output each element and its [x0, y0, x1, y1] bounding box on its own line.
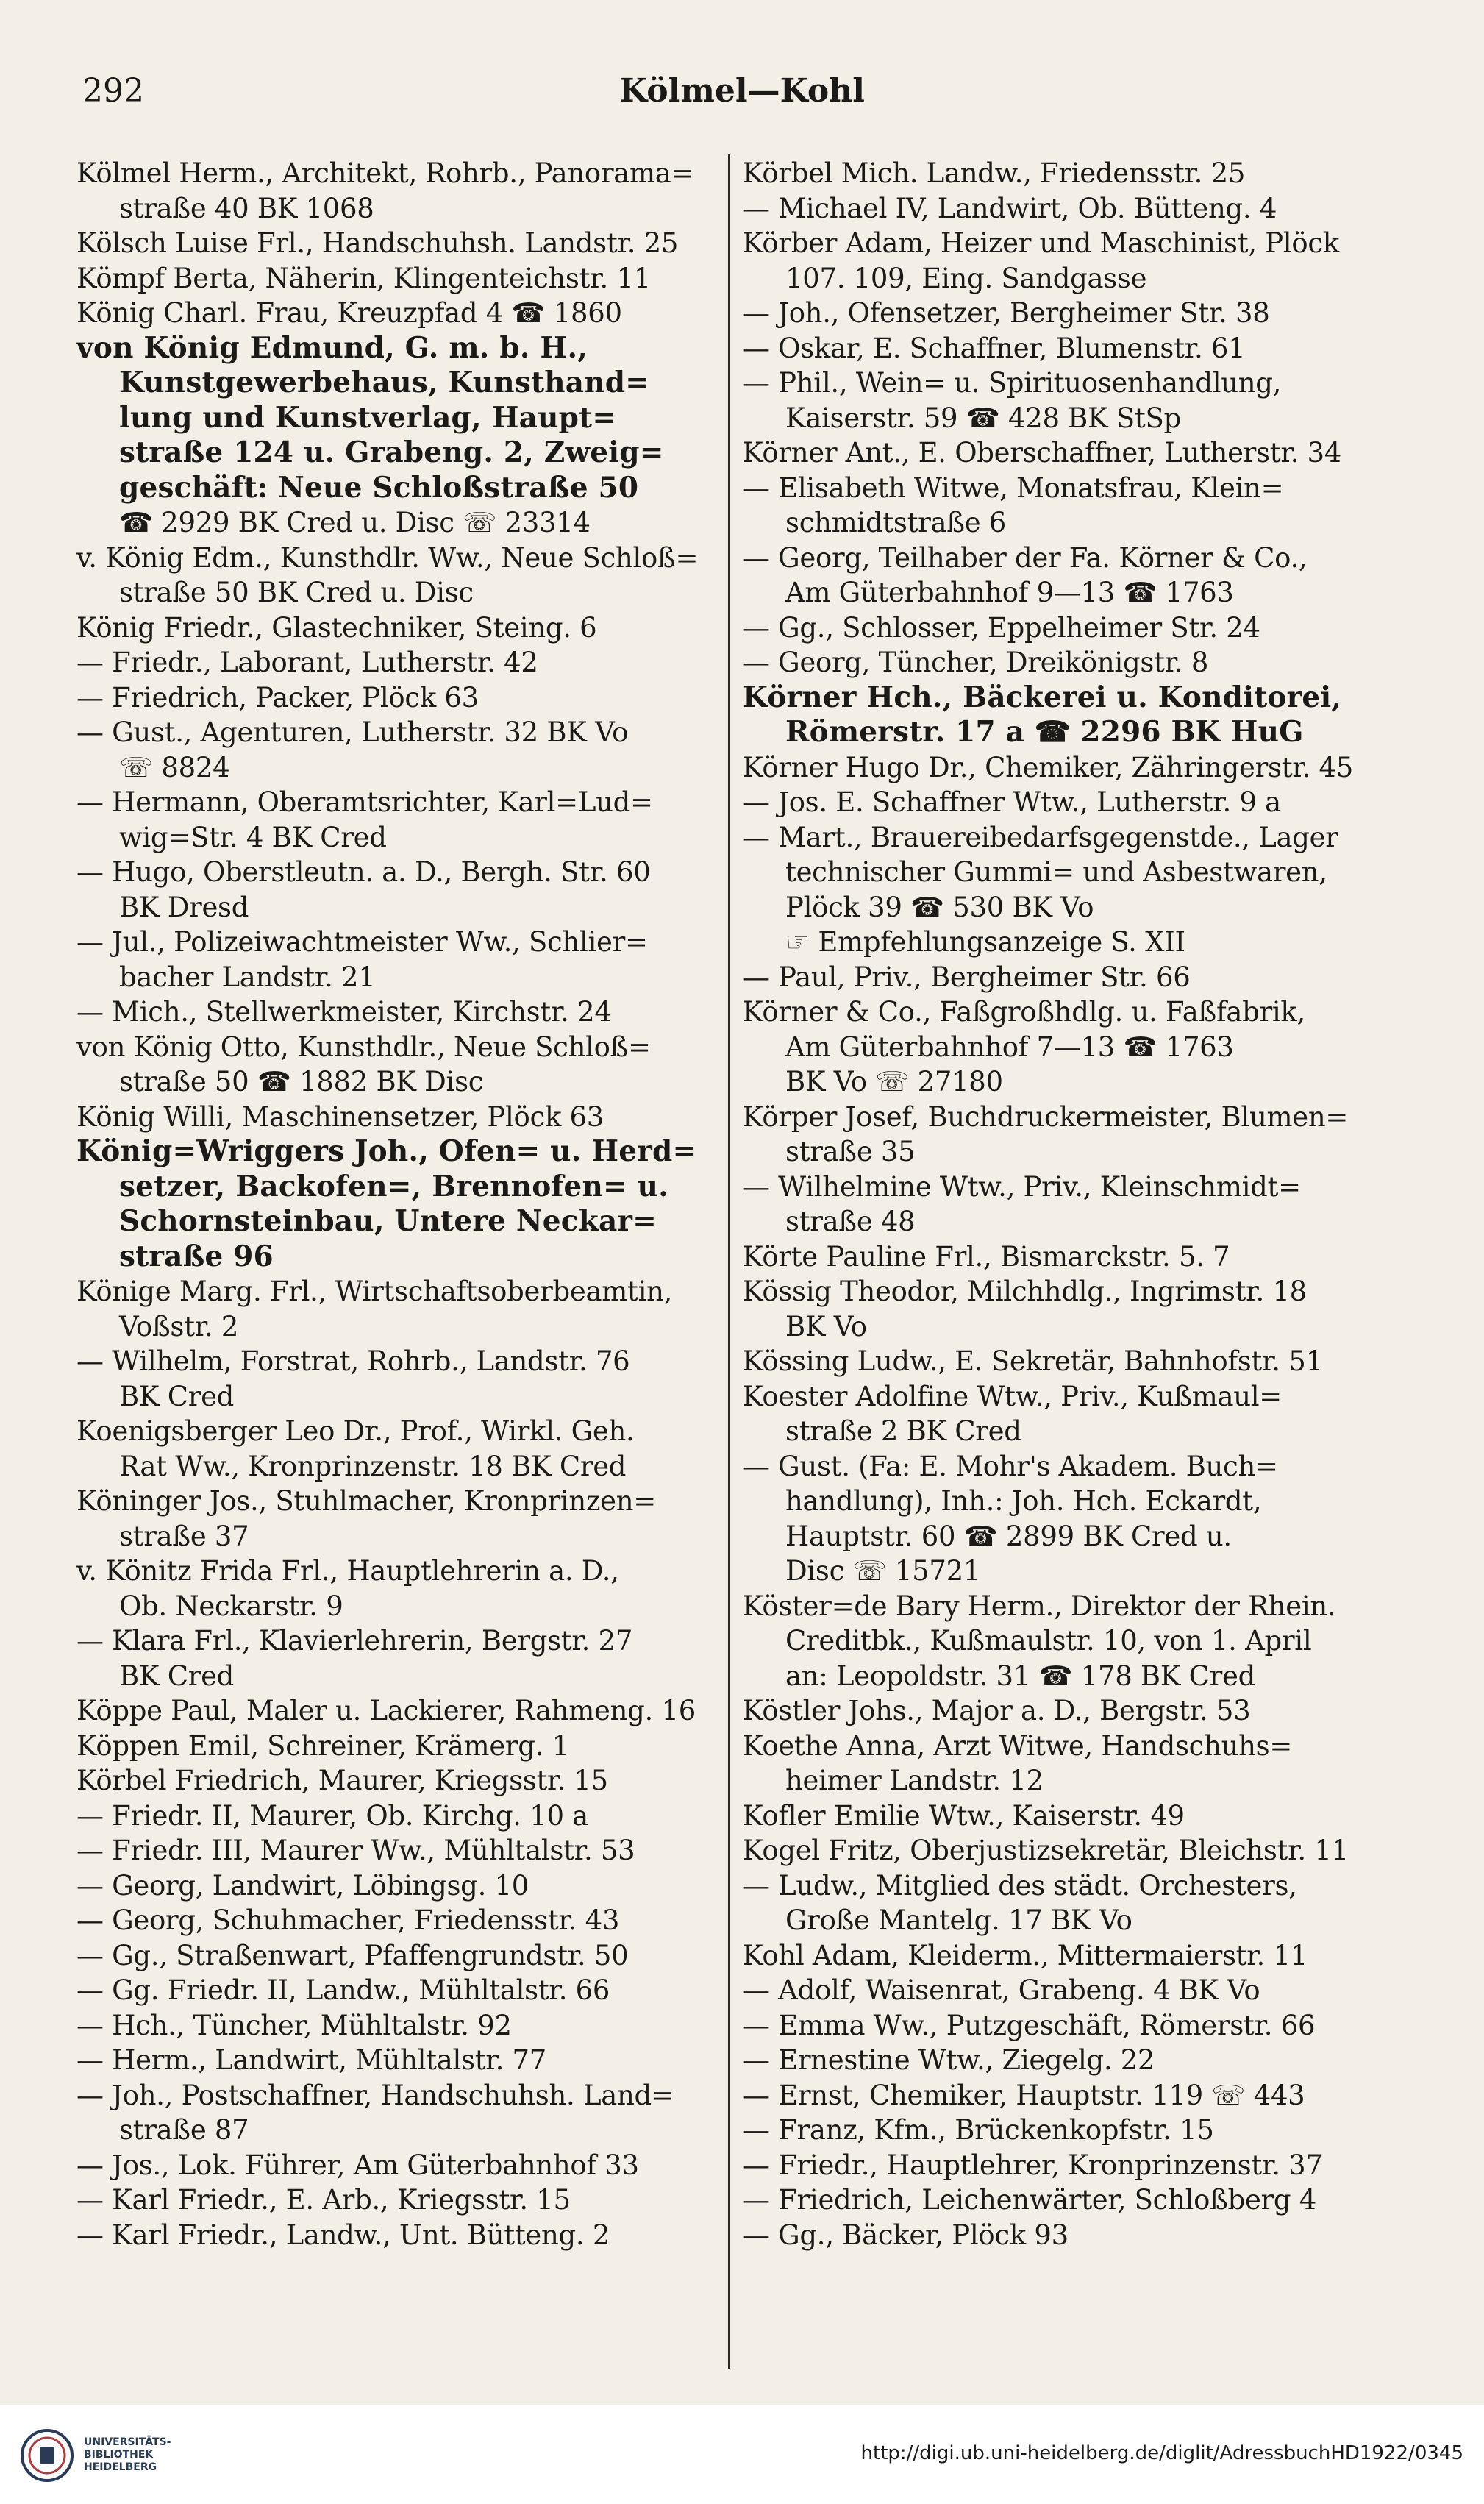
directory-entry-line: v. König Edm., Kunsthdlr. Ww., Neue Schloß= [76, 541, 699, 574]
directory-entry-line: Körner Hch., Bäckerei u. Konditorei, [743, 680, 1342, 714]
directory-entry-line: straße 2 BK Cred [785, 1415, 1021, 1447]
directory-entry-line: Kogel Fritz, Oberjustizsekretär, Bleichstr. 11 [743, 1835, 1349, 1866]
right-column [743, 156, 1383, 2252]
directory-entry-line: Kölsch Luise Frl., Handschuhsh. Landstr. 25 [76, 227, 679, 259]
directory-entry-line: — Jul., Polizeiwachtmeister Ww., Schlier= [76, 926, 648, 958]
directory-entry-line: — Emma Ww., Putzgeschäft, Römerstr. 66 [743, 2009, 1316, 2041]
directory-entry-line: — Karl Friedr., Landw., Unt. Bütteng. 2 [76, 2219, 610, 2251]
directory-entry-line: straße 50 ☎ 1882 BK Disc [119, 1066, 484, 1098]
directory-entry-line: Körbel Mich. Landw., Friedensstr. 25 [743, 157, 1246, 189]
directory-entry-line: straße 37 [119, 1520, 249, 1552]
directory-entry-line: heimer Landstr. 12 [785, 1765, 1044, 1796]
directory-entry-line: von König Edmund, G. m. b. H., [76, 330, 588, 365]
directory-entry-line: — Mich., Stellwerkmeister, Kirchstr. 24 [76, 996, 612, 1028]
source-url-link[interactable]: http://digi.ub.uni-heidelberg.de/diglit/AdressbuchHD1922/0345 [860, 2442, 1463, 2464]
footer-bar [0, 2405, 1484, 2504]
directory-entry-line: straße 35 [785, 1136, 916, 1167]
column-divider [728, 154, 730, 2369]
directory-entry-line: Köstler Johs., Major a. D., Bergstr. 53 [743, 1695, 1251, 1726]
directory-entry-line: — Karl Friedr., E. Arb., Kriegsstr. 15 [76, 2184, 571, 2216]
directory-entry-line: — Hch., Tüncher, Mühltalstr. 92 [76, 2009, 512, 2041]
library-name-line: BIBLIOTHEK [84, 2449, 154, 2461]
directory-entry-line: Ob. Neckarstr. 9 [119, 1590, 343, 1622]
directory-entry-line: — Gust. (Fa: E. Mohr's Akadem. Buch= [743, 1450, 1278, 1482]
directory-entry-line: Hauptstr. 60 ☎ 2899 BK Cred u. [785, 1520, 1232, 1552]
directory-entry-line: König=Wriggers Joh., Ofen= u. Herd= [76, 1134, 697, 1168]
directory-entry-line: Koester Adolfine Wtw., Priv., Kußmaul= [743, 1380, 1283, 1412]
directory-entry-line: straße 50 BK Cred u. Disc [119, 577, 474, 608]
directory-entry-line: technischer Gummi= und Asbestwaren, [785, 856, 1327, 888]
directory-entry-line: Kofler Emilie Wtw., Kaiserstr. 49 [743, 1799, 1185, 1832]
directory-entry-line: — Georg, Teilhaber der Fa. Körner & Co., [743, 541, 1308, 574]
directory-entry-line: — Ernst, Chemiker, Hauptstr. 119 ☏ 443 [743, 2079, 1305, 2111]
directory-entry-line: — Hermann, Oberamtsrichter, Karl=Lud= [76, 786, 653, 818]
directory-entry-line: — Ernestine Wtw., Ziegelg. 22 [743, 2044, 1155, 2076]
directory-entry-line: — Georg, Landwirt, Löbingsg. 10 [76, 1869, 529, 1902]
directory-entry-line: schmidtstraße 6 [785, 507, 1007, 538]
directory-entry-line: — Gg., Straßenwart, Pfaffengrundstr. 50 [76, 1939, 629, 1971]
directory-entry-line: Könige Marg. Frl., Wirtschaftsoberbeamtin, [76, 1276, 673, 1307]
directory-entry-line: Am Güterbahnhof 9—13 ☎ 1763 [785, 577, 1234, 608]
directory-entry-line: von König Otto, Kunsthdlr., Neue Schloß= [76, 1031, 651, 1063]
directory-entry-line: — Jos. E. Schaffner Wtw., Lutherstr. 9 a [743, 786, 1281, 818]
directory-entry-line: Große Mantelg. 17 BK Vo [785, 1904, 1132, 1936]
directory-entry-line: Körber Adam, Heizer und Maschinist, Plöck [743, 227, 1339, 259]
directory-entry-line: 107. 109, Eing. Sandgasse [785, 262, 1147, 294]
directory-entry-line: Disc ☏ 15721 [785, 1555, 981, 1587]
directory-entry-line: Kössig Theodor, Milchhdlg., Ingrimstr. 18 [743, 1276, 1307, 1307]
directory-entry-line: v. Könitz Frida Frl., Hauptlehrerin a. D., [76, 1555, 619, 1587]
directory-entry-line: — Gg., Schlosser, Eppelheimer Str. 24 [743, 611, 1260, 644]
directory-entry-line: — Hugo, Oberstleutn. a. D., Bergh. Str. 60 [76, 856, 651, 888]
directory-entry-line: — Georg, Schuhmacher, Friedensstr. 43 [76, 1904, 620, 1936]
directory-entry-line: — Friedr. II, Maurer, Ob. Kirchg. 10 a [76, 1799, 588, 1832]
directory-entry-line: König Willi, Maschinensetzer, Plöck 63 [76, 1100, 604, 1133]
directory-entry-line: Am Güterbahnhof 7—13 ☎ 1763 [785, 1031, 1234, 1063]
directory-entry-line: — Friedr., Hauptlehrer, Kronprinzenstr. 37 [743, 2149, 1323, 2181]
directory-entry-line: Kohl Adam, Kleiderm., Mittermaierstr. 11 [743, 1939, 1308, 1971]
directory-entry-line: Kömpf Berta, Näherin, Klingenteichstr. 11 [76, 262, 651, 294]
directory-entry-line: — Franz, Kfm., Brückenkopfstr. 15 [743, 2114, 1214, 2146]
directory-entry-line: — Adolf, Waisenrat, Grabeng. 4 BK Vo [743, 1974, 1260, 2006]
directory-entry-line: — Friedrich, Packer, Plöck 63 [76, 681, 479, 714]
directory-entry-line: bacher Landstr. 21 [119, 961, 376, 993]
directory-entry-line: — Ludw., Mitglied des städt. Orchesters, [743, 1869, 1297, 1902]
running-head: Kölmel—Kohl [619, 72, 865, 110]
directory-entry-line: — Georg, Tüncher, Dreikönigstr. 8 [743, 647, 1209, 678]
directory-entry-line: — Phil., Wein= u. Spirituosenhandlung, [743, 367, 1282, 399]
directory-entry-line: — Oskar, E. Schaffner, Blumenstr. 61 [743, 332, 1246, 364]
directory-entry-line: Kölmel Herm., Architekt, Rohrb., Panorama= [76, 157, 694, 189]
directory-entry-line: — Herm., Landwirt, Mühltalstr. 77 [76, 2044, 547, 2076]
directory-entry-line: — Wilhelmine Wtw., Priv., Kleinschmidt= [743, 1170, 1301, 1203]
directory-entry-line: — Joh., Postschaffner, Handschuhsh. Land= [76, 2079, 674, 2111]
directory-entry-line: — Klara Frl., Klavierlehrerin, Bergstr. 27 [76, 1625, 633, 1657]
library-name [84, 2436, 171, 2474]
page-number: 292 [82, 72, 144, 110]
directory-entry-line: — Friedr. III, Maurer Ww., Mühltalstr. 53 [76, 1835, 635, 1866]
directory-entry-line: Körner Hugo Dr., Chemiker, Zähringerstr. 45 [743, 751, 1353, 783]
directory-entry-line: straße 124 u. Grabeng. 2, Zweig= [119, 435, 664, 469]
directory-entry-line: — Friedr., Laborant, Lutherstr. 42 [76, 647, 538, 678]
directory-entry-line: — Wilhelm, Forstrat, Rohrb., Landstr. 76 [76, 1345, 630, 1377]
directory-entry-line: an: Leopoldstr. 31 ☎ 178 BK Cred [785, 1660, 1255, 1692]
directory-entry-line: straße 96 [119, 1239, 274, 1273]
directory-entry-line: geschäft: Neue Schloßstraße 50 [119, 470, 639, 505]
directory-entry-line: Koenigsberger Leo Dr., Prof., Wirkl. Geh. [76, 1415, 635, 1447]
directory-entry-line: straße 87 [119, 2114, 249, 2146]
directory-entry-line: Römerstr. 17 a ☎ 2296 BK HuG [785, 715, 1304, 749]
directory-entry-line: handlung), Inh.: Joh. Hch. Eckardt, [785, 1485, 1262, 1517]
directory-entry-line: Koethe Anna, Arzt Witwe, Handschuhs= [743, 1729, 1293, 1762]
directory-entry-line: Kunstgewerbehaus, Kunsthand= [119, 366, 650, 399]
directory-entry-line: setzer, Backofen=, Brennofen= u. [119, 1169, 668, 1203]
directory-entry-line: — Gg. Friedr. II, Landw., Mühltalstr. 66 [76, 1974, 610, 2006]
directory-entry-line: Creditbk., Kußmaulstr. 10, von 1. April [785, 1625, 1312, 1657]
directory-entry-line: Schornsteinbau, Untere Neckar= [119, 1204, 657, 1238]
directory-entry-line: Plöck 39 ☎ 530 BK Vo [785, 891, 1094, 923]
directory-entry-line: — Gg., Bäcker, Plöck 93 [743, 2219, 1069, 2251]
directory-entry-line: wig=Str. 4 BK Cred [119, 821, 387, 853]
directory-entry-line: Köppe Paul, Maler u. Lackierer, Rahmeng. 16 [76, 1695, 696, 1726]
directory-entry-line: ☎ 2929 BK Cred u. Disc ☏ 23314 [119, 507, 591, 538]
directory-entry-line: Köninger Jos., Stuhlmacher, Kronprinzen= [76, 1485, 656, 1517]
directory-entry-line: König Charl. Frau, Kreuzpfad 4 ☎ 1860 [76, 297, 622, 329]
directory-entry-line: straße 40 BK 1068 [119, 192, 374, 224]
directory-entry-line: Kössing Ludw., E. Sekretär, Bahnhofstr. 51 [743, 1345, 1323, 1377]
directory-entry-line: — Mart., Brauereibedarfsgegenstde., Lager [743, 821, 1338, 853]
directory-entry-line: ☏ 8824 [119, 751, 230, 783]
directory-entry-line: Köppen Emil, Schreiner, Krämerg. 1 [76, 1729, 569, 1762]
library-logo[interactable] [18, 2422, 201, 2488]
directory-entry-line: — Elisabeth Witwe, Monatsfrau, Klein= [743, 472, 1284, 504]
directory-entry-line: Körper Josef, Buchdruckermeister, Blumen= [743, 1100, 1349, 1133]
directory-entry-line: ☞ Empfehlungsanzeige S. XII [785, 926, 1185, 958]
directory-entry-line: Körbel Friedrich, Maurer, Kriegsstr. 15 [76, 1765, 608, 1796]
directory-entry-line: BK Cred [119, 1380, 235, 1412]
directory-entry-line: — Friedrich, Leichenwärter, Schloßberg 4 [743, 2184, 1317, 2216]
directory-entry-line: — Gust., Agenturen, Lutherstr. 32 BK Vo [76, 716, 629, 748]
directory-entry-line: BK Vo [785, 1310, 867, 1342]
directory-entry-line: Kaiserstr. 59 ☎ 428 BK StSp [785, 402, 1181, 434]
library-seal-icon [18, 2426, 76, 2485]
directory-entry-line: Körner & Co., Faßgroßhdlg. u. Faßfabrik, [743, 996, 1305, 1028]
page-header [0, 66, 1484, 125]
directory-entry-line: Köster=de Bary Herm., Direktor der Rhein. [743, 1590, 1336, 1622]
directory-entry-line: — Paul, Priv., Bergheimer Str. 66 [743, 961, 1191, 993]
directory-entry-line: BK Vo ☏ 27180 [785, 1066, 1003, 1098]
directory-entry-line: BK Cred [119, 1660, 235, 1692]
directory-entry-line: Körner Ant., E. Oberschaffner, Lutherstr. 34 [743, 437, 1342, 469]
directory-entry-line: — Michael IV, Landwirt, Ob. Bütteng. 4 [743, 192, 1277, 224]
library-name-line: UNIVERSITÄTS- [84, 2436, 171, 2448]
directory-entry-line: Voßstr. 2 [119, 1310, 239, 1342]
library-name-line: HEIDELBERG [84, 2461, 157, 2473]
directory-entry-line: Rat Ww., Kronprinzenstr. 18 BK Cred [119, 1450, 627, 1482]
directory-entry-line: Körte Pauline Frl., Bismarckstr. 5. 7 [743, 1240, 1230, 1273]
directory-entry-line: straße 48 [785, 1206, 916, 1237]
directory-entry-line: — Joh., Ofensetzer, Bergheimer Str. 38 [743, 297, 1270, 329]
directory-entry-line: — Jos., Lok. Führer, Am Güterbahnhof 33 [76, 2149, 639, 2181]
directory-entry-line: König Friedr., Glastechniker, Steing. 6 [76, 611, 597, 644]
directory-entry-line: BK Dresd [119, 891, 249, 923]
directory-entry-line: lung und Kunstverlag, Haupt= [119, 400, 617, 435]
left-column [76, 156, 716, 2252]
